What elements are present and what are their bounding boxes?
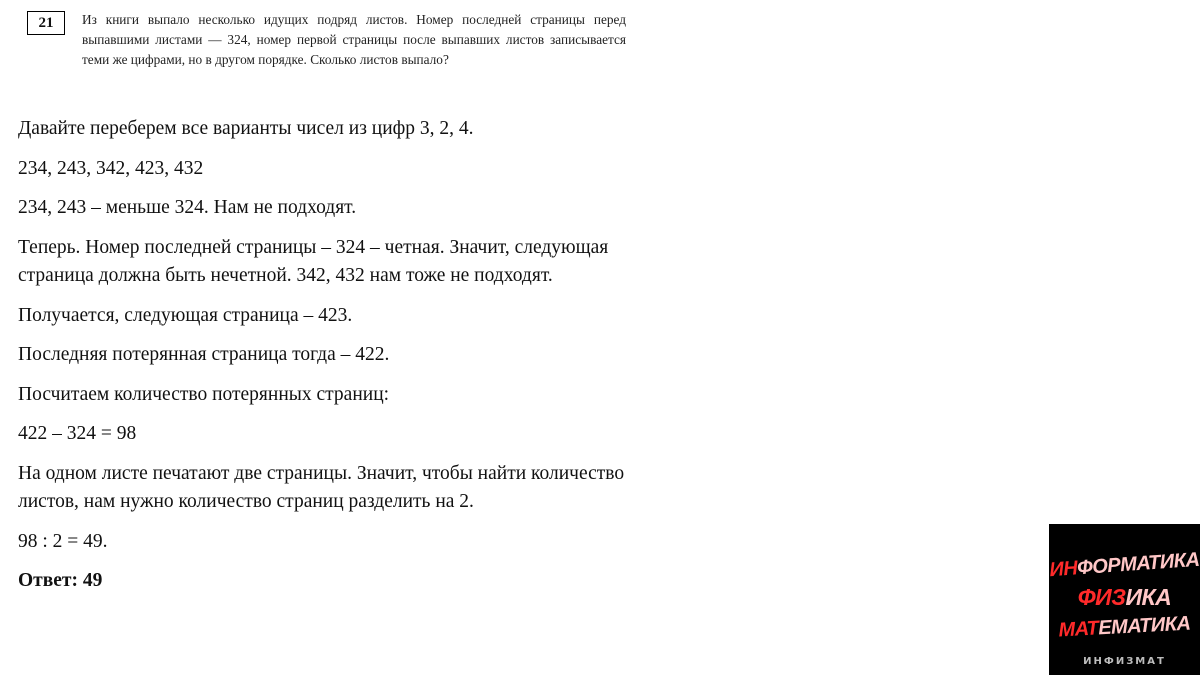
logo-line1-rest: ФОРМАТИКА xyxy=(1076,548,1200,580)
solution-paragraph-6: Последняя потерянная страница тогда – 422. xyxy=(18,344,390,365)
logo-brand: ИНФИЗМАТ xyxy=(1083,656,1166,667)
solution-paragraph-10: 98 : 2 = 49. xyxy=(18,530,108,552)
infizmat-logo xyxy=(1049,524,1200,675)
logo-line-matematika xyxy=(1049,612,1200,643)
solution-paragraph-4: Теперь. Номер последней страницы – 324 – четная. Значит, следующая страница должна быть нечетной. 342, 432 нам тоже не подходят. xyxy=(18,236,609,286)
solution-paragraph-2: 234, 243, 342, 423, 432 xyxy=(18,157,204,179)
solution-paragraph-5: Получается, следующая страница – 423. xyxy=(18,304,353,326)
solution-paragraph-7: Посчитаем количество потерянных страниц: xyxy=(18,383,390,405)
task-number: 21 xyxy=(27,11,65,35)
solution-paragraph-9: На одном листе печатают две страницы. Значит, чтобы найти количество листов, нам нужно количество страниц разделить на 2. xyxy=(18,462,625,512)
task-text: Из книги выпало несколько идущих подряд листов. Номер последней страницы перед выпавшими листами — 324, номер первой страницы после выпавших листов записывается теми же цифрами, но в другом порядке. Сколько листов выпало? xyxy=(82,12,626,67)
logo-line2-highlight: ФИЗ xyxy=(1077,584,1126,610)
solution-paragraph-1: Давайте переберем все варианты чисел из цифр 3, 2, 4. xyxy=(18,118,474,139)
solution-text xyxy=(18,115,638,607)
solution-paragraph-8: 422 – 324 = 98 xyxy=(18,423,137,444)
logo-line-fizika xyxy=(1049,584,1200,611)
logo-line2-rest: ИКА xyxy=(1125,584,1172,610)
logo-line1-highlight: ИН xyxy=(1048,557,1079,582)
answer-line: Ответ: 49 xyxy=(18,570,103,591)
logo-line3-highlight: МАТ xyxy=(1057,617,1099,642)
logo-line-informatika xyxy=(1048,549,1200,582)
solution-paragraph-3: 234, 243 – меньше 324. Нам не подходят. xyxy=(18,197,357,218)
logo-line3-rest: ЕМАТИКА xyxy=(1097,612,1191,640)
